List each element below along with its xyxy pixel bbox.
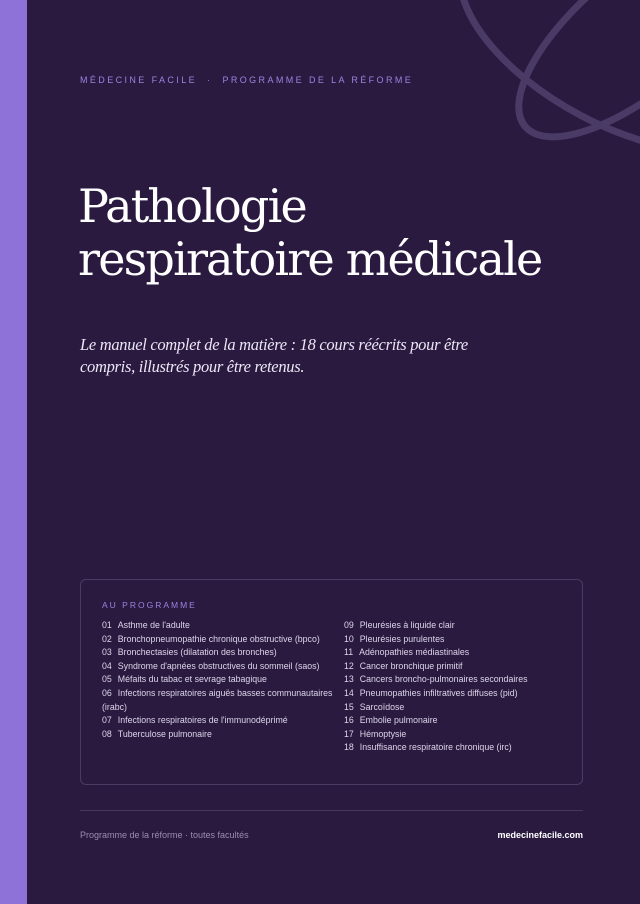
brand-name: MÉDECINE FACILE <box>80 75 198 85</box>
programme-item <box>102 646 334 660</box>
programme-item <box>344 714 576 728</box>
programme-item-number: 18 <box>344 742 354 753</box>
programme-item-number: 09 <box>344 620 354 630</box>
footer-note: Programme de la réforme · toutes facultés <box>80 830 249 840</box>
programme-item-title: Hémoptysie <box>359 728 407 739</box>
programme-item <box>344 619 576 633</box>
programme-item-title: Méfaits du tabac et sevrage tabagique <box>117 674 267 685</box>
programme-item <box>344 673 576 687</box>
programme-item <box>102 673 334 687</box>
programme-item-number: 02 <box>102 633 112 644</box>
header-kicker <box>80 75 413 85</box>
programme-box <box>80 579 583 785</box>
programme-item <box>102 619 334 633</box>
programme-item-title: Syndrome d'apnées obstructives du sommeil (saos) <box>117 660 320 671</box>
programme-list-left <box>102 619 334 741</box>
programme-item <box>344 646 576 660</box>
subtitle: Le manuel complet de la matière : 18 cours réécrits pour être compris, illustrés pour être retenus. <box>80 335 468 376</box>
programme-item-number: 11 <box>344 647 354 658</box>
section-name: PROGRAMME DE LA RÉFORME <box>222 75 414 85</box>
programme-item-number: 06 <box>102 687 112 698</box>
kicker-separator: · <box>207 75 213 85</box>
programme-item <box>344 728 576 742</box>
programme-item-number: 04 <box>102 660 112 671</box>
programme-item-number: 15 <box>344 701 354 712</box>
programme-item <box>102 660 334 674</box>
programme-item-number: 03 <box>102 647 112 658</box>
programme-item <box>102 728 334 742</box>
programme-item <box>344 660 576 674</box>
title-line-2: respiratoire médicale <box>78 232 542 286</box>
programme-item-title: Asthme de l'adulte <box>117 620 190 630</box>
programme-item <box>344 741 576 755</box>
programme-item-number: 01 <box>102 620 112 630</box>
programme-item-title: Bronchectasies (dilatation des bronches) <box>117 647 277 658</box>
programme-item-title: Infections respiratoires aiguës basses communautaires (irabc) <box>102 687 333 712</box>
footer-divider <box>80 810 583 811</box>
programme-item-title: Pneumopathies infiltratives diffuses (pid) <box>359 687 518 698</box>
footer-website: medecinefacile.com <box>497 830 583 840</box>
programme-item-number: 16 <box>344 715 354 726</box>
title-line-1: Pathologie <box>78 179 306 233</box>
programme-item-title: Pleurésies purulentes <box>359 633 445 644</box>
programme-item <box>102 633 334 647</box>
programme-item <box>102 687 334 714</box>
programme-item-title: Sarcoïdose <box>359 701 405 712</box>
page-title <box>78 180 618 286</box>
programme-item-number: 05 <box>102 674 112 685</box>
programme-item-number: 14 <box>344 687 354 698</box>
programme-item <box>344 633 576 647</box>
programme-item-title: Adénopathies médiastinales <box>359 647 470 658</box>
programme-item-title: Insuffisance respiratoire chronique (irc) <box>359 742 512 753</box>
programme-item-title: Bronchopneumopathie chronique obstructive (bpco) <box>117 633 320 644</box>
programme-item <box>102 714 334 728</box>
programme-label: AU PROGRAMME <box>102 600 197 610</box>
programme-item-number: 10 <box>344 633 354 644</box>
programme-item-number: 07 <box>102 715 112 726</box>
programme-item-title: Cancer bronchique primitif <box>359 660 463 671</box>
programme-item-title: Embolie pulmonaire <box>359 715 438 726</box>
programme-item-title: Tuberculose pulmonaire <box>117 728 212 739</box>
programme-item-title: Infections respiratoires de l'immunodéprimé <box>117 715 288 726</box>
programme-item-number: 12 <box>344 660 354 671</box>
programme-item-number: 13 <box>344 674 354 685</box>
programme-item-title: Cancers broncho-pulmonaires secondaires <box>359 674 528 685</box>
programme-item-number: 08 <box>102 728 112 739</box>
programme-list-right <box>344 619 576 755</box>
accent-stripe <box>0 0 27 904</box>
programme-item-title: Pleurésies à liquide clair <box>359 620 455 630</box>
programme-item <box>344 687 576 701</box>
programme-item <box>344 701 576 715</box>
programme-item-number: 17 <box>344 728 354 739</box>
